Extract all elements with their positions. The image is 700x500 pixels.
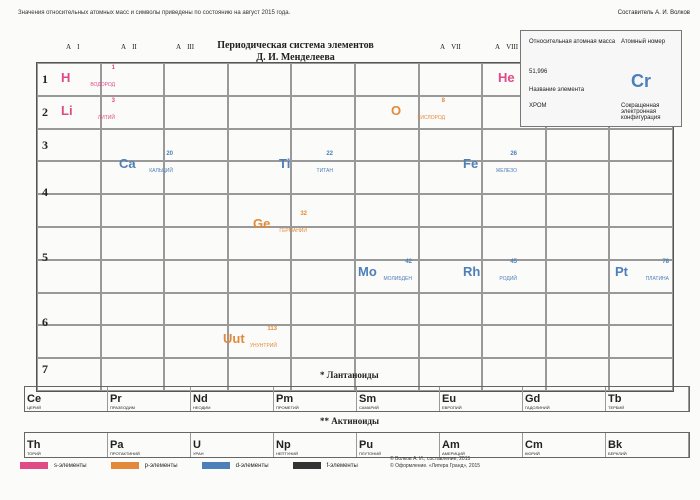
lanthanide-Sm: Sm САМАРИЙ <box>357 387 440 411</box>
group-3-header: A III <box>176 43 195 51</box>
lanthanide-Nd: Nd НЕОДИМ <box>191 387 274 411</box>
element-Ti: Ti 22 ТИТАН <box>279 151 333 174</box>
period-3: 3 <box>42 138 48 152</box>
actinide-Pu: Pu ПЛУТОНИЙ <box>357 433 440 457</box>
footer-credits: © Волков А. И., составление, 2015 © Оформление. «Литера Гранд», 2015 <box>390 456 481 469</box>
lanthanide-Gd: Gd ГАДОЛИНИЙ <box>523 387 606 411</box>
page-title: Периодическая система элементов Д. И. Менделеева <box>217 40 374 63</box>
period-4: 4 <box>42 185 48 199</box>
lanthanide-Tb: Tb ТЕРБИЙ <box>606 387 689 411</box>
p-block-swatch <box>111 462 139 469</box>
author: Составитель А. И. Волков <box>617 10 690 16</box>
group-8-header: A VIII <box>495 43 519 51</box>
group-7-header: A VII <box>440 43 461 51</box>
top-note: Значения относительных атомных масс и символы приведены по состоянию на август 2015 года. <box>18 10 291 16</box>
element-Rh: Rh 45 РОДИЙ <box>463 259 517 282</box>
actinides-strip <box>24 432 690 458</box>
lanthanides-title: * Лантаноиды <box>320 370 379 380</box>
s-block-swatch <box>20 462 48 469</box>
element-He: He <box>498 70 515 85</box>
actinide-Th: Th ТОРИЙ <box>25 433 108 457</box>
actinide-Bk: Bk БЕРКЛИЙ <box>606 433 689 457</box>
lanthanide-Pr: Pr ПРАЗЕОДИМ <box>108 387 191 411</box>
period-7: 7 <box>42 362 48 376</box>
d-block-swatch <box>202 462 230 469</box>
actinide-Pa: Pa ПРОТАКТИНИЙ <box>108 433 191 457</box>
element-Pt: Pt 78 ПЛАТИНА <box>615 259 669 282</box>
actinide-U: U УРАН <box>191 433 274 457</box>
actinide-Cm: Cm КЮРИЙ <box>523 433 606 457</box>
period-1: 1 <box>42 72 48 86</box>
element-Fe: Fe 26 ЖЕЛЕЗО <box>463 151 517 174</box>
actinide-Np: Np НЕПТУНИЙ <box>274 433 357 457</box>
element-Li: Li 3 ЛИТИЙ <box>61 98 115 121</box>
lanthanides-strip <box>24 386 690 412</box>
group-1-header: A I <box>66 43 80 51</box>
element-Uut: Uut 113 УНУНТРИЙ <box>223 326 277 349</box>
period-5: 5 <box>42 250 48 264</box>
lanthanide-Pm: Pm ПРОМЕТИЙ <box>274 387 357 411</box>
element-O: O 8 КИСЛОРОД <box>391 98 445 121</box>
legend-box: Относительная атомная масса Атомный номер 51,996 Название элемента ХРОМ Сокращенная электронная конфигурация Cr <box>520 30 682 127</box>
period-2: 2 <box>42 105 48 119</box>
block-legend: s-элементы p-элементы d-элементы f-элементы <box>20 462 358 469</box>
element-Ca: Ca 20 КАЛЬЦИЙ <box>119 151 173 174</box>
element-Ge: Ge 32 ГЕРМАНИЙ <box>253 211 307 234</box>
group-2-header: A II <box>121 43 137 51</box>
element-Mo: Mo 42 МОЛИБДЕН <box>358 259 412 282</box>
actinide-Am: Am АМЕРИЦИЙ <box>440 433 523 457</box>
element-H: H 1 ВОДОРОД <box>61 65 115 88</box>
period-6: 6 <box>42 315 48 329</box>
f-block-swatch <box>293 462 321 469</box>
lanthanide-Eu: Eu ЕВРОПИЙ <box>440 387 523 411</box>
lanthanide-Ce: Ce ЦЕРИЙ <box>25 387 108 411</box>
actinides-title: ** Актиноиды <box>320 416 379 426</box>
